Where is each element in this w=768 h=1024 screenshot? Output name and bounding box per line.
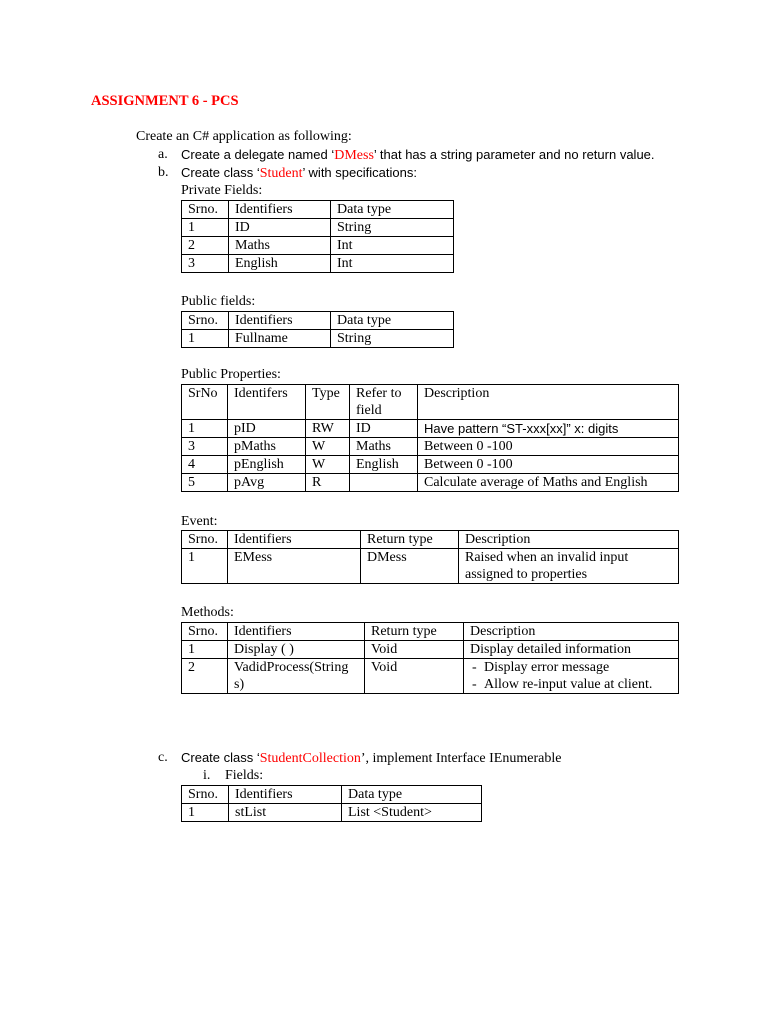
table-header-row [182, 201, 454, 219]
table-cell: 1 [182, 804, 229, 822]
table-cell: 5 [182, 474, 228, 492]
header-cell: Identifiers [228, 623, 365, 641]
intro-text: Create an C# application as following: [136, 129, 352, 144]
header-cell: Data type [331, 312, 454, 330]
table-cell: Between 0 -100 [418, 456, 679, 474]
table-cell: ID [350, 420, 418, 438]
header-cell: Identifiers [228, 531, 361, 549]
table-header-row [182, 385, 679, 420]
method-description-list [470, 659, 672, 693]
table-cell [464, 659, 679, 694]
page-title: ASSIGNMENT 6 - PCS [91, 93, 239, 109]
table-cell: String [331, 330, 454, 348]
methods-label: Methods: [181, 605, 234, 620]
item-a-marker: a. [158, 147, 168, 162]
table-cell: pID [228, 420, 306, 438]
table-row [182, 438, 679, 456]
item-c-marker: c. [158, 750, 168, 765]
table-cell: pMaths [228, 438, 306, 456]
header-cell: Data type [342, 786, 482, 804]
methods-table [181, 622, 679, 694]
item-b-highlight: Student [259, 166, 303, 181]
table-header-row [182, 623, 679, 641]
table-cell: English [350, 456, 418, 474]
header-cell: Srno. [182, 786, 229, 804]
public-properties-table [181, 384, 679, 492]
table-cell: 1 [182, 330, 229, 348]
table-cell: 1 [182, 420, 228, 438]
table-row [182, 549, 679, 584]
table-cell: 3 [182, 255, 229, 273]
header-cell: Srno. [182, 623, 228, 641]
item-b-pre: Create class ‘ [181, 165, 260, 180]
header-cell: Return type [365, 623, 464, 641]
table-cell: List <Student> [342, 804, 482, 822]
header-cell: Refer to field [350, 385, 418, 420]
table-row [182, 641, 679, 659]
table-cell: EMess [228, 549, 361, 584]
header-cell: Description [459, 531, 679, 549]
table-cell: stList [229, 804, 342, 822]
private-fields-table [181, 200, 454, 273]
header-cell: Description [418, 385, 679, 420]
event-label: Event: [181, 514, 218, 529]
table-row [182, 456, 679, 474]
table-cell: ID [229, 219, 331, 237]
table-cell: Display ( ) [228, 641, 365, 659]
table-cell: RW [306, 420, 350, 438]
table-cell: 1 [182, 219, 229, 237]
bullet-dash: - [472, 660, 477, 675]
table-cell: VadidProcess(String s) [228, 659, 365, 694]
item-c-post: ’, implement Interface IEnumerable [360, 751, 562, 766]
item-a-text [181, 146, 655, 165]
item-b-marker: b. [158, 165, 169, 180]
bullet-dash: - [472, 677, 477, 692]
table-cell: Maths [229, 237, 331, 255]
item-b-text [181, 164, 417, 183]
header-cell: Identifers [228, 385, 306, 420]
table-cell: String [331, 219, 454, 237]
header-cell: Identifiers [229, 786, 342, 804]
header-cell: Data type [331, 201, 454, 219]
table-row [182, 330, 454, 348]
table-header-row [182, 786, 482, 804]
item-c-text [181, 749, 561, 768]
table-cell: 2 [182, 237, 229, 255]
table-cell: Have pattern “ST-xxx[xx]” x: digits [418, 420, 679, 438]
private-fields-label: Private Fields: [181, 183, 263, 198]
header-cell: Identifiers [229, 201, 331, 219]
table-cell: DMess [361, 549, 459, 584]
header-cell: SrNo [182, 385, 228, 420]
public-fields-table [181, 311, 454, 348]
table-row [182, 804, 482, 822]
table-cell: 1 [182, 641, 228, 659]
table-cell: Display detailed information [464, 641, 679, 659]
table-row [182, 255, 454, 273]
list-item [470, 676, 672, 693]
header-cell: Description [464, 623, 679, 641]
table-cell: Between 0 -100 [418, 438, 679, 456]
header-cell: Srno. [182, 312, 229, 330]
list-item [470, 659, 672, 676]
item-a-post: ’ that has a string parameter and no return value. [373, 147, 655, 162]
header-cell: Type [306, 385, 350, 420]
table-cell: Void [365, 641, 464, 659]
table-cell: Int [331, 255, 454, 273]
table-cell: English [229, 255, 331, 273]
table-cell: 2 [182, 659, 228, 694]
table-cell: Maths [350, 438, 418, 456]
list-item-text: Display error message [484, 660, 610, 675]
table-cell: 1 [182, 549, 228, 584]
header-cell: Srno. [182, 531, 228, 549]
list-item-text: Allow re-input value at client. [484, 677, 653, 692]
table-header-row [182, 312, 454, 330]
table-cell: Fullname [229, 330, 331, 348]
table-cell [350, 474, 418, 492]
table-cell: 3 [182, 438, 228, 456]
table-row [182, 474, 679, 492]
fields-c-label: Fields: [225, 768, 264, 783]
table-row [182, 659, 679, 694]
table-cell: W [306, 456, 350, 474]
header-cell: Return type [361, 531, 459, 549]
table-cell: 4 [182, 456, 228, 474]
event-table [181, 530, 679, 584]
fields-c-table [181, 785, 482, 822]
public-fields-label: Public fields: [181, 294, 256, 309]
table-cell: R [306, 474, 350, 492]
table-cell: Int [331, 237, 454, 255]
header-cell: Srno. [182, 201, 229, 219]
table-header-row [182, 531, 679, 549]
public-properties-label: Public Properties: [181, 367, 281, 382]
table-cell: pAvg [228, 474, 306, 492]
table-row [182, 219, 454, 237]
table-row [182, 420, 679, 438]
item-a-pre: Create a delegate named ‘ [181, 147, 335, 162]
table-cell: W [306, 438, 350, 456]
header-cell: Identifiers [229, 312, 331, 330]
item-c-pre: Create class ‘ [181, 750, 260, 765]
table-cell: Void [365, 659, 464, 694]
fields-c-marker: i. [203, 768, 211, 783]
item-a-highlight: DMess [334, 148, 374, 163]
item-c-highlight: StudentCollection [259, 751, 361, 766]
table-cell: Calculate average of Maths and English [418, 474, 679, 492]
table-cell: Raised when an invalid input assigned to properties [459, 549, 679, 584]
table-row [182, 237, 454, 255]
item-b-post: ’ with specifications: [302, 165, 417, 180]
table-cell: pEnglish [228, 456, 306, 474]
